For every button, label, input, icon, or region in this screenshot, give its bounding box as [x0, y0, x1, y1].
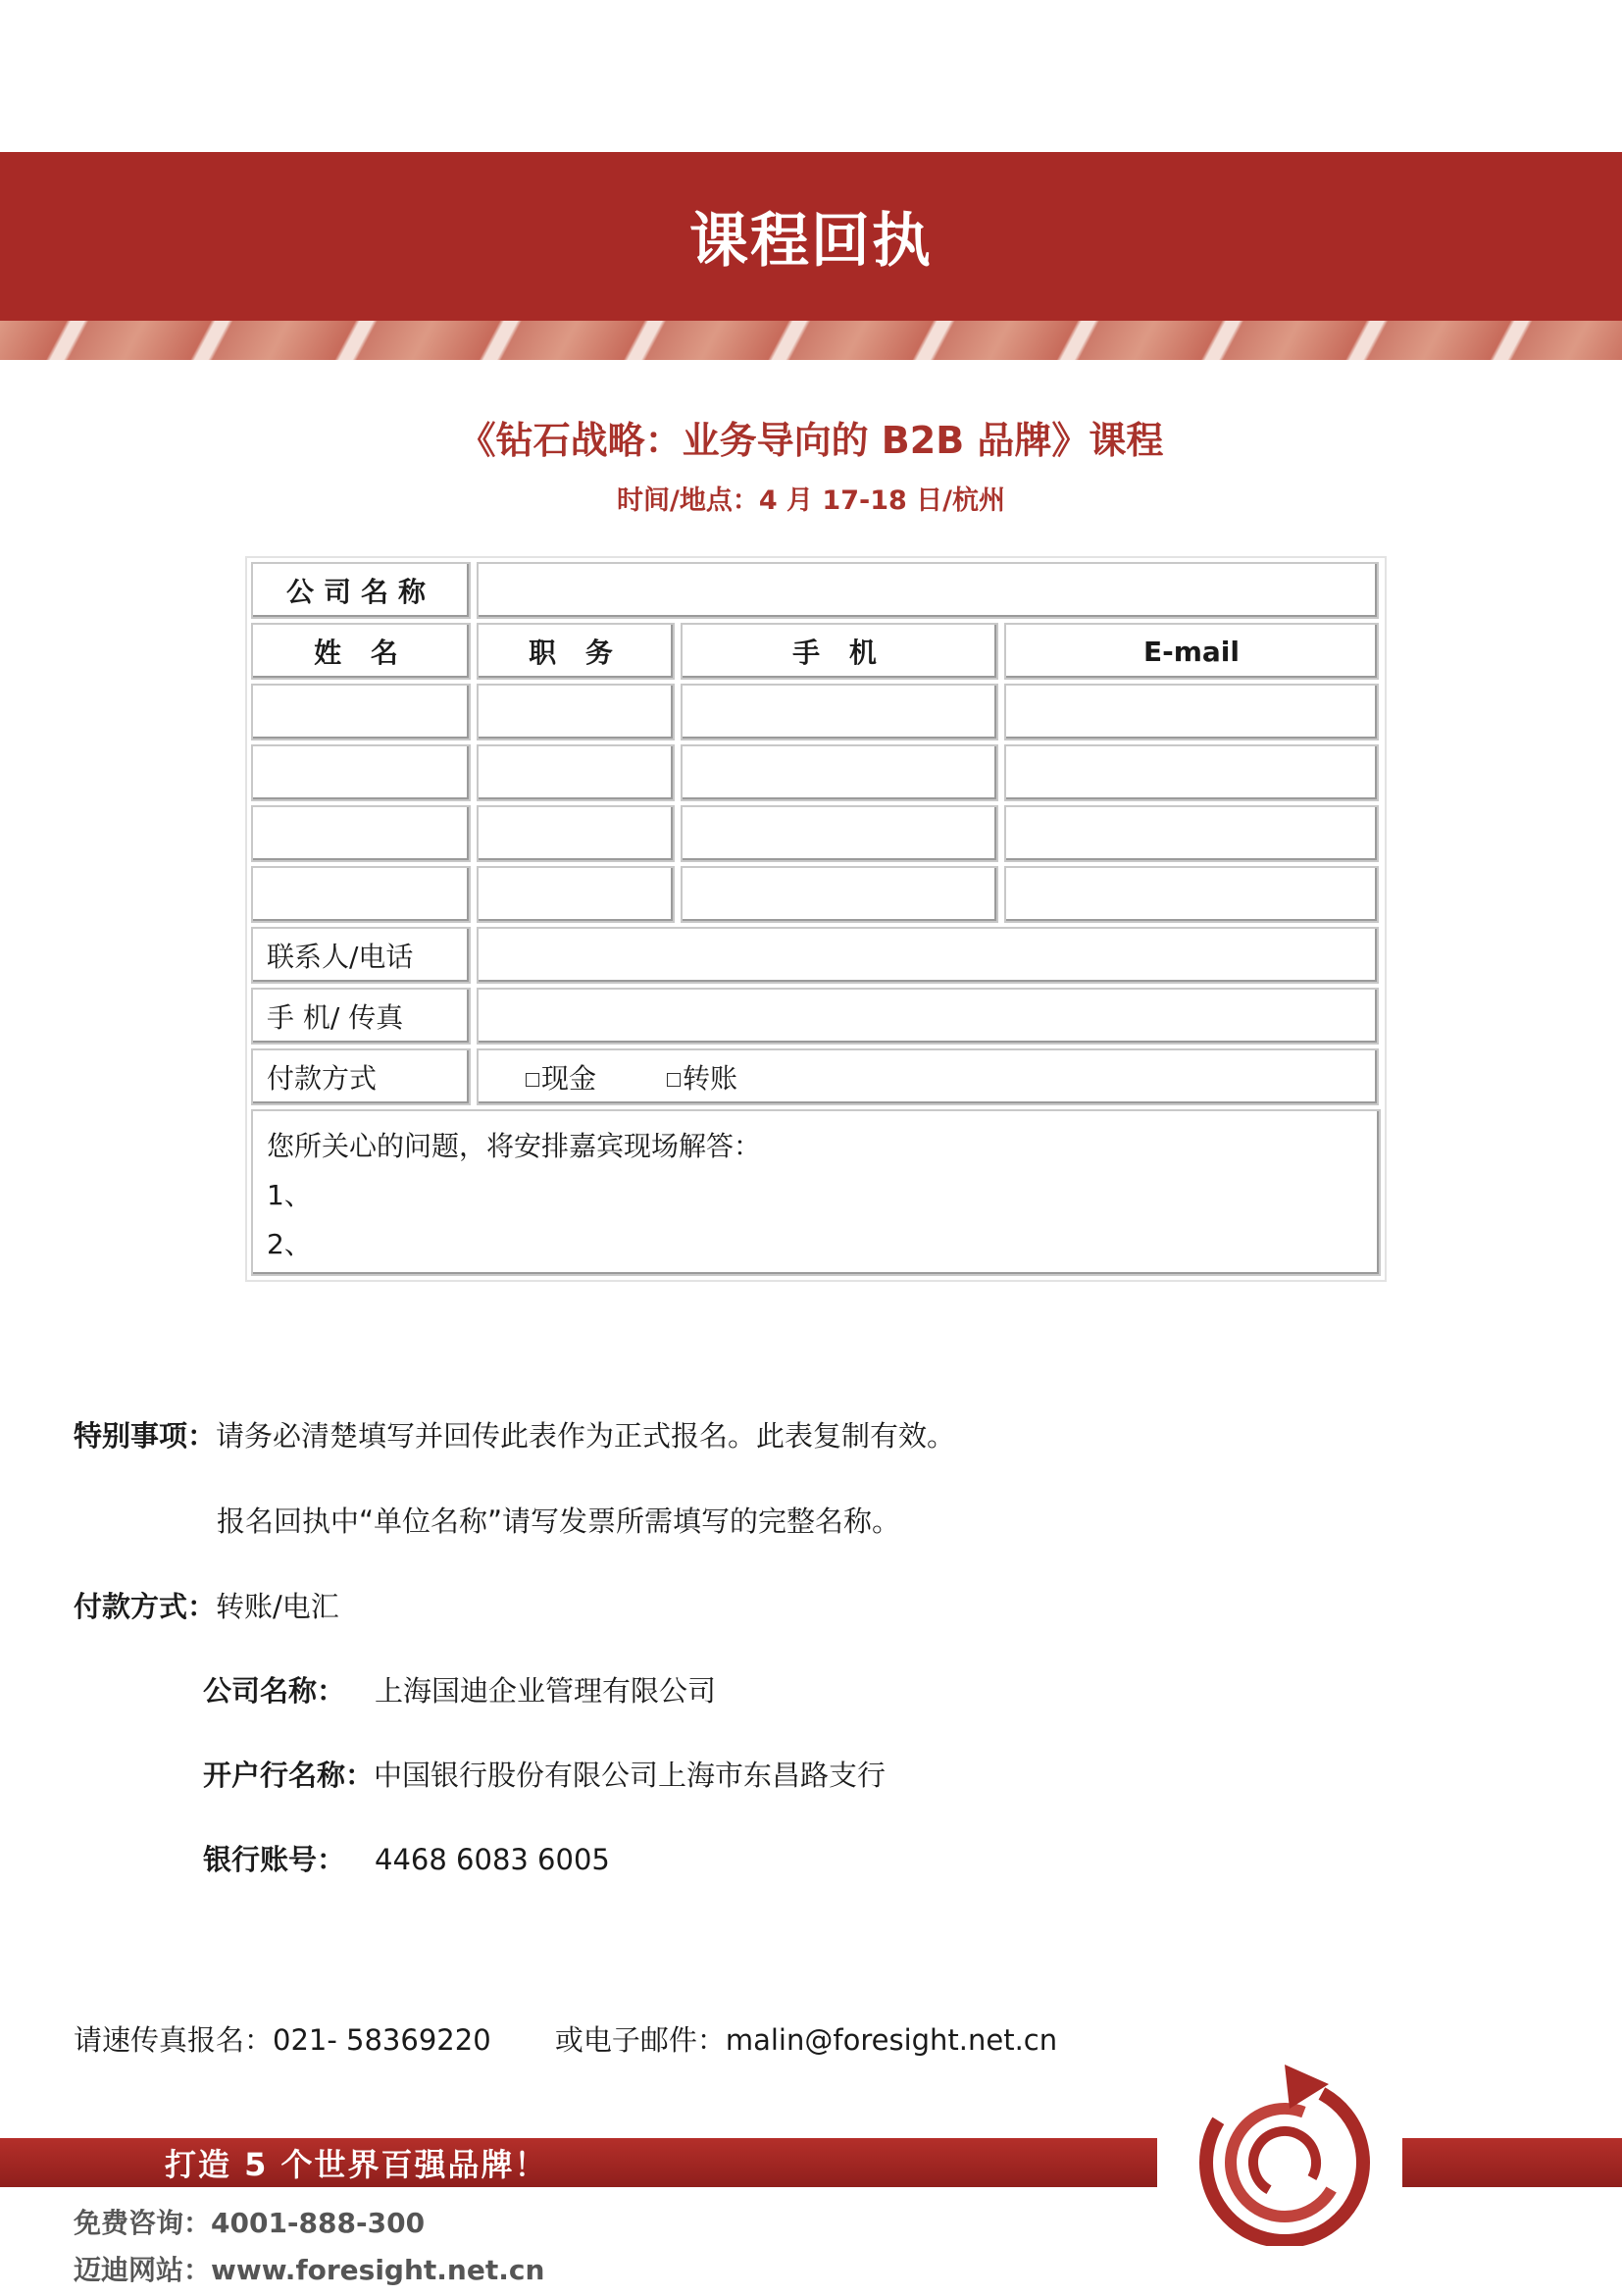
payee-company [203, 1674, 717, 1708]
payment-note-label: 付款方式： [74, 1590, 217, 1623]
mobile-fax-field[interactable] [477, 988, 1379, 1045]
payment-label: 付款方式 [251, 1048, 471, 1105]
contact-row [251, 927, 1381, 984]
header-banner [0, 152, 1622, 321]
payment-option-transfer[interactable]: 转账 [667, 1057, 737, 1097]
mobile-fax-row [251, 988, 1381, 1045]
bank-name-value: 中国银行股份有限公司上海市东昌路支行 [374, 1759, 887, 1792]
attendee-mobile-field[interactable] [681, 805, 998, 862]
company-field[interactable] [477, 562, 1379, 619]
page-title: 课程回执 [689, 207, 933, 276]
payee-company-value: 上海国迪企业管理有限公司 [375, 1674, 717, 1708]
attendee-title-field[interactable] [477, 805, 675, 862]
bank-name [203, 1761, 886, 1790]
attendee-email-field[interactable] [1004, 866, 1379, 923]
attendee-row [251, 684, 1381, 740]
contact-line [74, 2018, 1057, 2059]
attendee-name-field[interactable] [251, 684, 471, 740]
course-time-place: 时间/地点：4 月 17-18 日/杭州 [616, 485, 1006, 516]
company-label: 公司名称 [251, 562, 471, 619]
payment-note [74, 1590, 339, 1623]
mobile-fax-label: 手 机/ 传真 [251, 988, 471, 1045]
special-note-2: 报名回执中“单位名称”请写发票所需填写的完整名称。 [217, 1505, 901, 1538]
attendee-mobile-field[interactable] [681, 684, 998, 740]
attendee-title-field[interactable] [477, 684, 675, 740]
footer-band [0, 2138, 1157, 2187]
company-row [251, 562, 1381, 619]
attendee-row [251, 744, 1381, 801]
logo-icon [1191, 2060, 1378, 2246]
payment-row [251, 1048, 1381, 1105]
attendee-name-field[interactable] [251, 805, 471, 862]
column-header-mobile: 手 机 [681, 623, 998, 680]
special-label: 特别事项： [74, 1419, 217, 1453]
attendee-email-field[interactable] [1004, 684, 1379, 740]
payment-options [477, 1048, 1379, 1105]
contact-label: 联系人/电话 [251, 927, 471, 984]
question-item: 2、 [267, 1228, 312, 1260]
attendee-title-field[interactable] [477, 744, 675, 801]
decorative-stripe [0, 321, 1622, 360]
attendee-mobile-field[interactable] [681, 866, 998, 923]
question-item: 1、 [267, 1179, 312, 1211]
checkbox-icon[interactable] [526, 1073, 539, 1087]
bank-name-label: 开户行名称： [203, 1759, 375, 1792]
course-title: 《钻石战略：业务导向的 B2B 品牌》课程 [458, 419, 1164, 462]
attendee-row [251, 866, 1381, 923]
attendee-email-field[interactable] [1004, 805, 1379, 862]
bank-account-label: 银行账号： [203, 1843, 346, 1876]
attendee-title-field[interactable] [477, 866, 675, 923]
contact-field[interactable] [477, 927, 1379, 984]
footer-info [74, 2202, 544, 2296]
attendee-email-field[interactable] [1004, 744, 1379, 801]
special-note [74, 1419, 956, 1453]
email-text[interactable]: 或电子邮件：malin@foresight.net.cn [554, 2023, 1058, 2057]
payment-note-text: 转账/电汇 [216, 1590, 339, 1623]
checkbox-icon[interactable] [667, 1073, 681, 1087]
special-text: 请务必清楚填写并回传此表作为正式报名。此表复制有效。 [216, 1419, 956, 1453]
payee-company-label: 公司名称： [203, 1674, 346, 1708]
column-header-title: 职 务 [477, 623, 675, 680]
attendee-name-field[interactable] [251, 866, 471, 923]
header-row [251, 623, 1381, 680]
footer-slogan: 打造 5 个世界百强品牌！ [165, 2146, 548, 2183]
bank-account [203, 1843, 610, 1876]
footer-hotline: 免费咨询：4001-888-300 [74, 2207, 426, 2239]
footer-band-right [1402, 2138, 1622, 2187]
bank-account-value: 4468 6083 6005 [375, 1843, 610, 1876]
column-header-email: E-mail [1004, 623, 1379, 680]
question-prompt: 您所关心的问题，将安排嘉宾现场解答： [267, 1130, 762, 1162]
footer-website[interactable]: 迈迪网站：www.foresight.net.cn [74, 2254, 545, 2286]
payment-option-cash[interactable]: 现金 [526, 1057, 596, 1097]
attendee-row [251, 805, 1381, 862]
registration-form [245, 556, 1387, 1282]
column-header-name: 姓 名 [251, 623, 471, 680]
questions-row [251, 1109, 1381, 1276]
fax-text: 请速传真报名：021- 58369220 [74, 2023, 491, 2057]
attendee-mobile-field[interactable] [681, 744, 998, 801]
attendee-name-field[interactable] [251, 744, 471, 801]
questions-field[interactable] [251, 1109, 1381, 1276]
